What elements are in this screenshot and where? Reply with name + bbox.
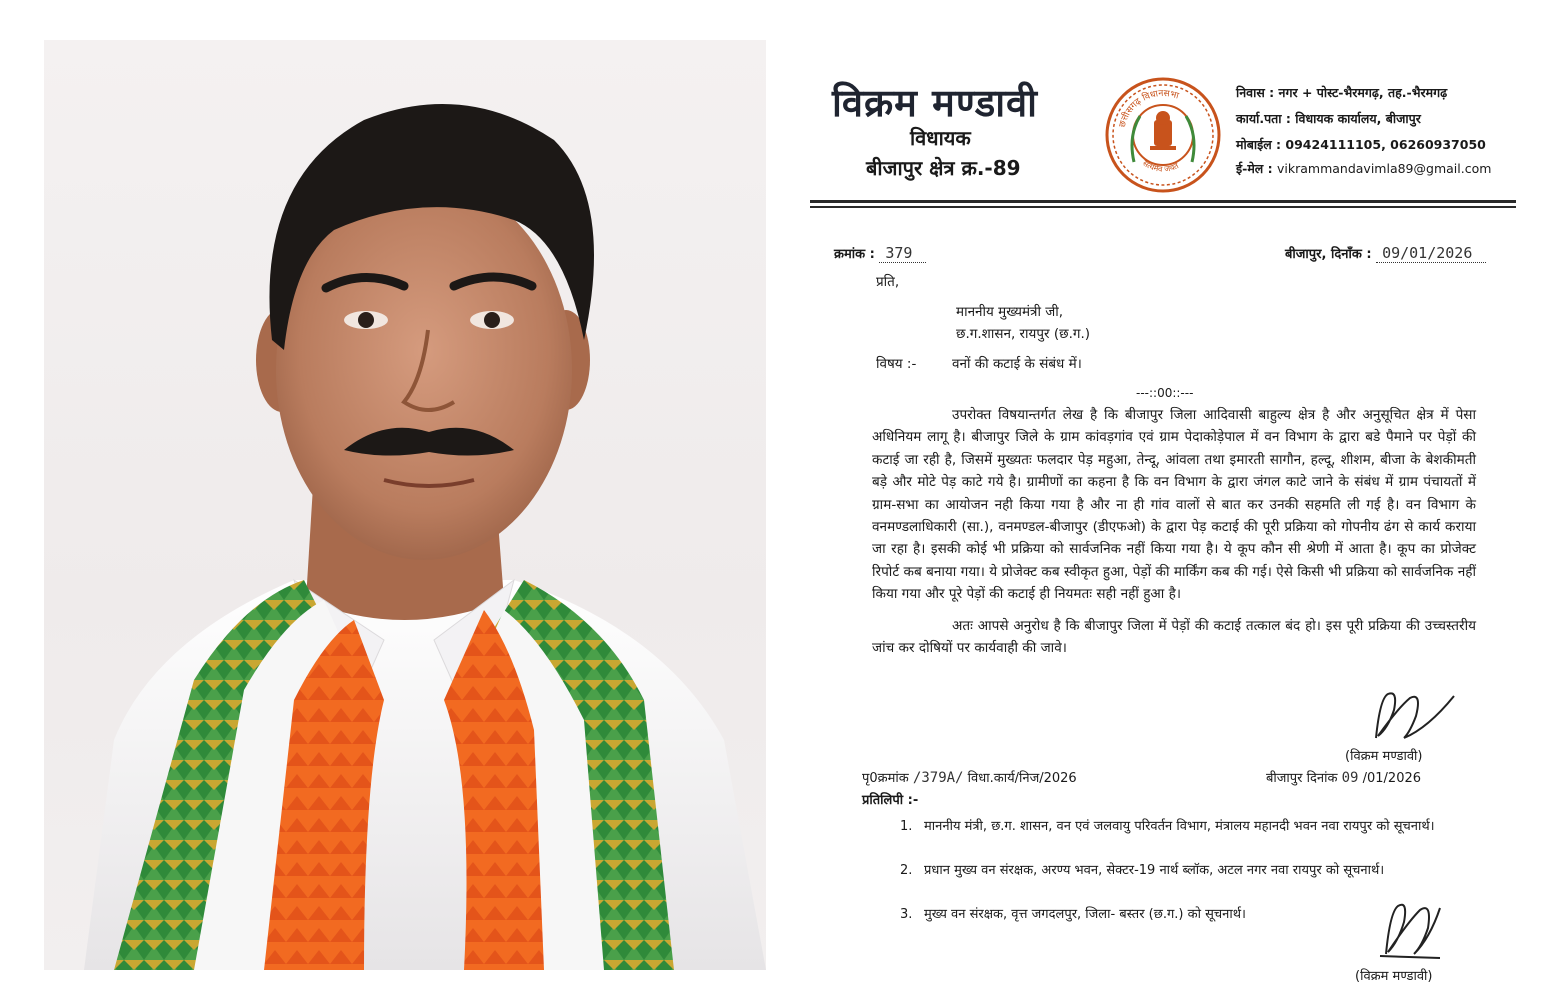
- addressee-prati: प्रति,: [876, 274, 900, 290]
- letter-date: बीजापुर, दिनाँक : 09/01/2026: [1285, 244, 1486, 262]
- letterhead-divider-thin: [810, 206, 1516, 208]
- endorsement-date: बीजापुर दिनांक 09 /01/2026: [1266, 770, 1422, 786]
- signatory-name-copy: (विक्रम मण्डावी): [1355, 969, 1433, 984]
- subject-line: [876, 354, 1082, 372]
- body-paragraph-2: अतः आपसे अनुरोध है कि बीजापुर जिला में पेड़ों की कटाई तत्काल बंद हो। इस पूरी प्रक्रिया की उच्चस्तरीय जांच कर दोषियों पर कार्यवाही की जावे।: [872, 617, 1476, 657]
- copies-label: प्रतिलिपी :-: [862, 793, 919, 808]
- subject-text: वनों की कटाई के संबंध में।: [952, 356, 1082, 372]
- separator: ---::00::---: [1136, 386, 1194, 400]
- signatory-name: (विक्रम मण्डावी): [1345, 749, 1423, 764]
- mobile-line: मोबाईल : 09424111105, 06260937050: [1236, 137, 1486, 152]
- email-line: ई-मेल : vikrammandavimla89@gmail.com: [1236, 161, 1492, 176]
- endorsement-number: पृ0क्रमांक /379A/ विधा.कार्य/निज/2026: [862, 770, 1077, 786]
- seal-top-text: छत्तीसगढ़ विधानसभा: [1117, 88, 1180, 129]
- official-letter: [780, 40, 1553, 1006]
- signature-icon: [1370, 898, 1470, 964]
- reference-number-value: 379: [879, 244, 926, 263]
- reference-number: क्रमांक : 379: [834, 244, 926, 262]
- letter-body: [872, 404, 1476, 659]
- email-address: vikrammandavimla89@gmail.com: [1276, 161, 1492, 176]
- portrait-photo: [44, 40, 766, 970]
- body-paragraph-1: उपरोक्त विषयान्तर्गत लेख है कि बीजापुर जिला आदिवासी बाहुल्य क्षेत्र है और अनुसूचित क्षेत्र में पेसा अधिनियम लागू है। बीजापुर जिले के ग्राम कांवड़गांव एवं ग्राम पेदाकोड़ेपाल में वन विभाग के द्वारा बडे पैमाने पर पेड़ों की कटाई जा रही है, जिसमें मुख्यतः फलदार पेड़ महुआ, तेन्दू, आंवला तथा इमारती सागौन, हल्दू, शीशम, बीजा के बेशकीमती बड़े और मोटे पेड़ काटे गये है। ग्रामीणों का कहना है कि वन विभाग के द्वारा जंगल काटे जाने के संबंध में ग्राम पंचायतों में ग्राम-सभा का आयोजन नही किया गया है और ना ही गांव वालों से बात कर उनकी सहमति ली गई है। वन विभाग के वनमण्डलाधिकारी (सा.), वनमण्डल-बीजापुर (डीएफओ) के द्वारा पेड़ कटाई की पूरी प्रक्रिया को गोपनीय ढंग से कार्य कराया जा रहा है। इसकी कोई भी प्रक्रिया को सार्वजनिक नहीं किया गया है। ये कूप कौन सी श्रेणी में आता है। कूप का प्रोजेक्ट रिपोर्ट कब बनाया गया। ये प्रोजेक्ट कब स्वीकृत हुआ, पेड़ों की मार्किंग कब की गई। ऐसे किसी भी प्रक्रिया को सार्वजनिक नहीं किया गया और पूरे पेड़ों की कटाई ही नियमतः सही नहीं हुआ है।: [872, 407, 1476, 603]
- assembly-seal-icon: [1104, 76, 1222, 194]
- address-line: निवास : नगर + पोस्ट-भैरमगढ़, तह.-भैरमगढ़: [1236, 85, 1448, 100]
- addressee-line-1: माननीय मुख्यमंत्री जी,: [956, 304, 1064, 320]
- subject-label: विषय :-: [876, 356, 917, 372]
- letterhead-divider: [810, 200, 1516, 203]
- letter-date-value: 09/01/2026: [1376, 244, 1486, 263]
- letterhead-name: विक्रम मण्डावी: [832, 81, 1039, 125]
- office-address-line: कार्या.पता : विधायक कार्यालय, बीजापुर: [1236, 111, 1421, 126]
- addressee-line-2: छ.ग.शासन, रायपुर (छ.ग.): [956, 326, 1091, 342]
- letterhead-designation: विधायक: [910, 126, 971, 150]
- copy-item: 2. प्रधान मुख्य वन संरक्षक, अरण्य भवन, सेक्टर-19 नार्थ ब्लॉक, अटल नगर नवा रायपुर को सूचनार्थ।: [900, 863, 1385, 878]
- seal-bottom-text: सत्यमेव जयते: [1140, 158, 1181, 174]
- signature-icon: [1358, 688, 1458, 748]
- copy-item: 3. मुख्य वन संरक्षक, वृत्त जगदलपुर, जिला- बस्तर (छ.ग.) को सूचनार्थ।: [900, 907, 1246, 922]
- portrait-illustration: [44, 40, 766, 970]
- copy-item: 1. माननीय मंत्री, छ.ग. शासन, वन एवं जलवायु परिवर्तन विभाग, मंत्रालय महानदी भवन नवा रायपुर को सूचनार्थ।: [900, 819, 1435, 834]
- svg-text:सत्यमेव जयते: [1141, 159, 1180, 174]
- letterhead-constituency: बीजापुर क्षेत्र क्र.-89: [866, 156, 1021, 180]
